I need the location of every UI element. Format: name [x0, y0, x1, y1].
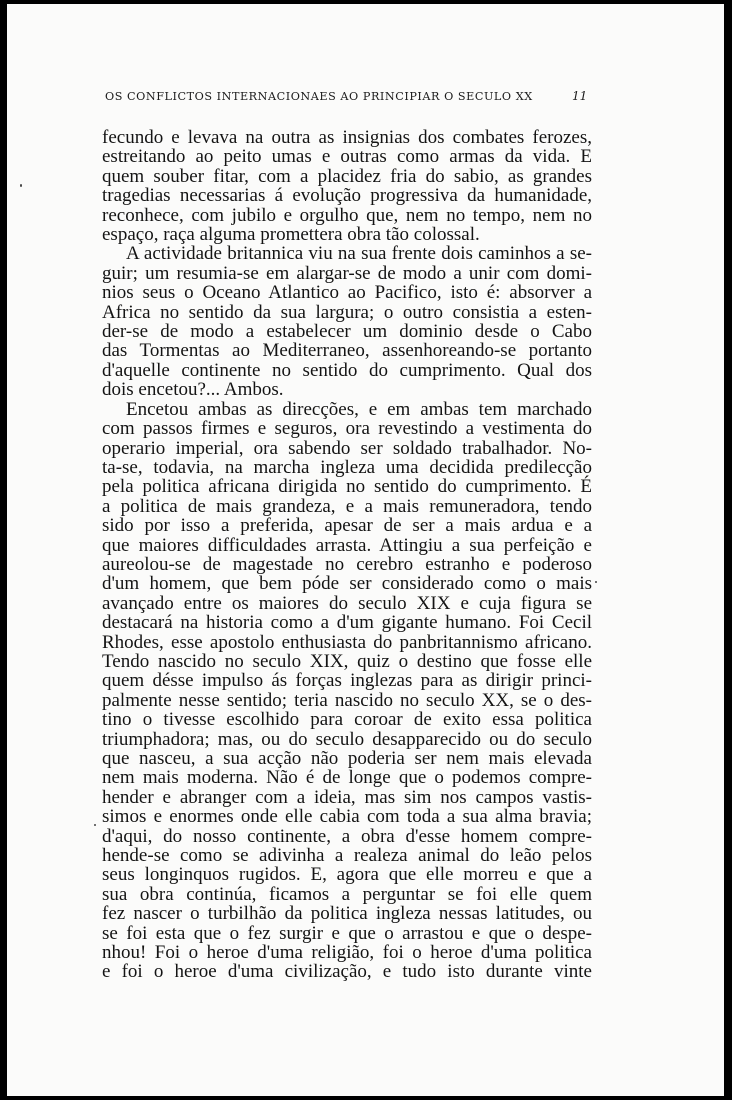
text-line: tragedias necessarias á evolução progressiva da humanidade,: [102, 185, 592, 207]
text-line: nhou! Foi o heroe d'uma religião, foi o heroe d'uma politica: [102, 942, 592, 964]
text-line: fez nascer o turbilhão da politica ingleza nessas latitudes, ou: [102, 903, 592, 925]
text-line: e foi o heroe d'uma civilização, e tudo isto durante vinte: [102, 961, 592, 983]
text-line: operario imperial, ora sabendo ser soldado trabalhador. No-: [102, 437, 592, 459]
text-line: hende-se como se adivinha a realeza animal do leão pelos: [102, 845, 592, 867]
ink-spot: [595, 581, 597, 583]
ink-spot: [94, 824, 96, 826]
text-line: estreitando ao peito umas e outras como armas da vida. E: [102, 146, 592, 168]
text-line: A actividade britannica viu na sua frente dois caminhos a se-: [126, 243, 592, 265]
text-line: d'um homem, que bem póde ser considerado como o mais: [102, 573, 592, 595]
text-line: der-se de modo a estabelecer um dominio desde o Cabo: [102, 321, 592, 343]
text-line: a politica de mais grandeza, e a mais remuneradora, tendo: [102, 495, 592, 517]
text-line: guir; um resumia-se em alargar-se de modo a unir com domi-: [102, 262, 592, 284]
text-line: que nasceu, a sua acção não poderia ser nem mais elevada: [102, 748, 592, 769]
text-line: sido por isso a preferida, apesar de ser a mais ardua e a: [102, 515, 592, 537]
text-line: das Tormentas ao Mediterraneo, assenhoreando-se portanto: [102, 340, 592, 362]
text-line: quem désse impulso ás forças inglezas para as dirigir princi-: [102, 670, 592, 692]
text-line: triumphadora; mas, ou do seculo desapparecido ou do seculo: [102, 728, 592, 750]
text-line: espaço, raça alguma promettera obra tão colossal.: [102, 224, 480, 246]
text-line: com passos firmes e seguros, ora revestindo a vestimenta do: [102, 418, 592, 440]
text-line: quem souber fitar, com a placidez fria do sabio, as grandes: [102, 165, 592, 187]
text-line: hender e abranger com a ideia, mas sim nos campos vastis-: [102, 786, 592, 808]
running-head: OS CONFLICTOS INTERNACIONAES AO PRINCIPIAR O SECULO XX: [105, 90, 533, 103]
text-line: avançado entre os maiores do seculo XIX e cuja figura se: [102, 592, 592, 614]
text-line: reconhece, com jubilo e orgulho que, nem no tempo, nem no: [102, 204, 592, 226]
text-line: Rhodes, esse apostolo enthusiasta do panbritannismo africano.: [102, 631, 592, 653]
text-line: d'aqui, do nosso continente, a obra d'esse homem compre-: [102, 825, 592, 847]
text-line: fecundo e levava na outra as insignias dos combates ferozes,: [102, 127, 592, 148]
text-line: Africa no sentido da sua largura; o outro consistia a esten-: [102, 301, 592, 323]
text-line: Tendo nascido no seculo XIX, quiz o destino que fosse elle: [102, 650, 592, 672]
text-line: simos e enormes onde elle cabia com toda a sua alma bravia;: [102, 806, 592, 828]
text-line: se foi esta que o fez surgir e que o arrastou e que o despe-: [102, 922, 592, 944]
text-line: dois encetou?... Ambos.: [102, 379, 284, 401]
text-line: d'aquelle continente no sentido do cumprimento. Qual dos: [102, 359, 592, 381]
text-line: nem mais moderna. Não é de longe que o podemos compre-: [102, 767, 592, 789]
page-number: 11: [572, 89, 588, 103]
text-line: ta-se, todavia, na marcha ingleza uma decidida predilecção: [102, 456, 592, 478]
text-line: pela politica africana dirigida no sentido do cumprimento. É: [102, 476, 592, 498]
text-line: aureolou-se de magestade no cerebro estranho e poderoso: [102, 553, 592, 575]
text-line: Encetou ambas as direcções, e em ambas tem marchado: [126, 398, 592, 420]
text-line: que maiores difficuldades arrasta. Attingiu a sua perfeição e: [102, 534, 592, 556]
text-line: nios seus o Oceano Atlantico ao Pacifico, isto é: absorver a: [102, 282, 592, 304]
body-text: [102, 128, 592, 982]
ink-spot: [20, 184, 22, 187]
text-line: sua obra continúa, ficamos a perguntar se foi elle quem: [102, 883, 592, 905]
text-line: tino o tivesse escolhido para coroar de exito essa politica: [102, 709, 592, 731]
book-page: [7, 4, 724, 1096]
text-line: destacará na historia como a d'um gigante humano. Foi Cecil: [102, 612, 592, 634]
text-line: seus longinquos rugidos. E, agora que elle morreu e que a: [102, 864, 592, 886]
text-line: palmente nesse sentido; teria nascido no seculo XX, se o des-: [102, 689, 592, 711]
